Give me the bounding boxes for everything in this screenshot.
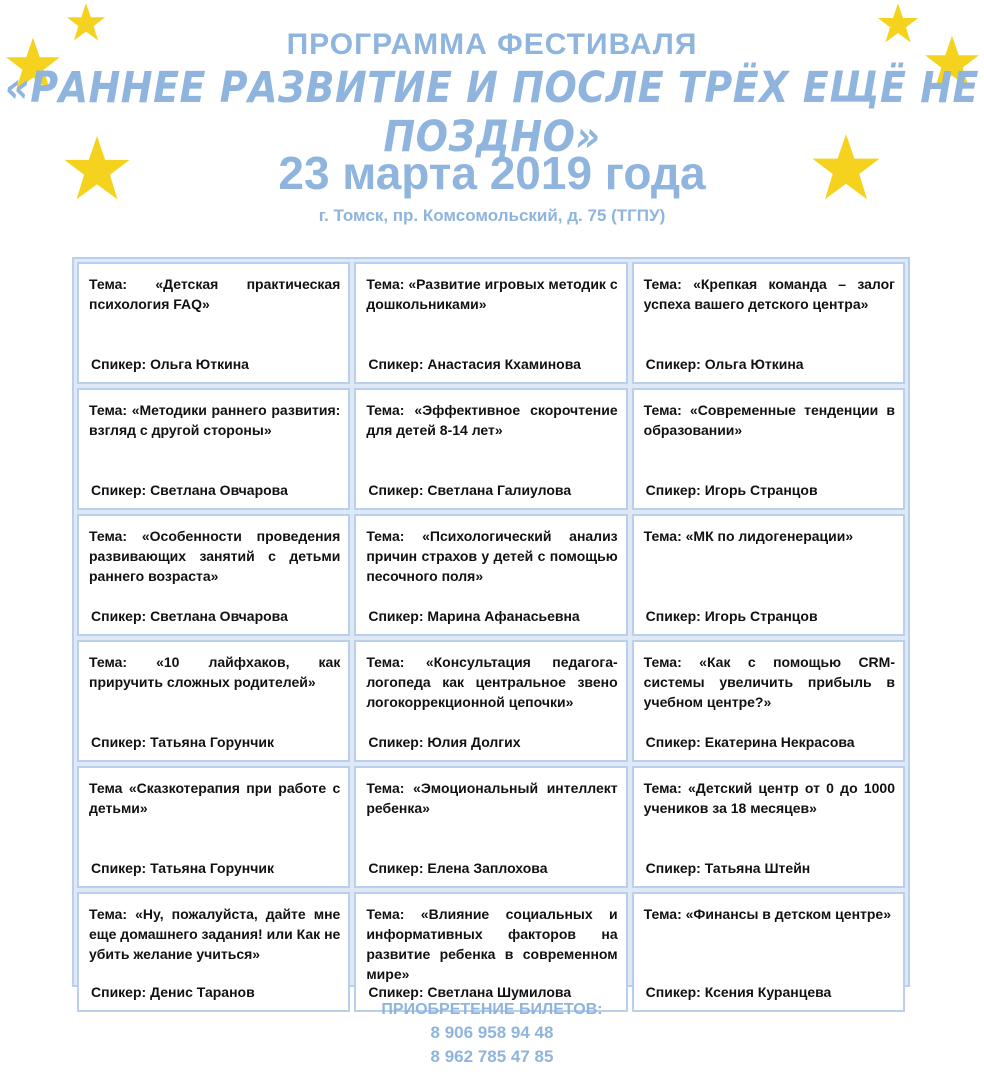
session-speaker: Спикер: Светлана Шумилова xyxy=(368,984,572,1000)
session-card xyxy=(632,388,905,510)
session-card xyxy=(77,514,350,636)
session-topic: Тема: «Влияние социальных и информативных факторов на развитие ребенка в современном мире» xyxy=(366,906,618,982)
session-speaker: Спикер: Игорь Странцов xyxy=(645,608,818,624)
festival-title: «РАННЕЕ РАЗВИТИЕ И ПОСЛЕ ТРЁХ ЕЩЁ НЕ ПОЗДНО» xyxy=(5,62,979,162)
festival-date: 23 марта 2019 года xyxy=(278,147,706,199)
session-card xyxy=(354,262,627,384)
session-topic: Тема: «Методики раннего развития: взгляд с другой стороны» xyxy=(89,402,341,438)
session-speaker: Спикер: Денис Таранов xyxy=(91,984,255,1000)
session-speaker: Спикер: Светлана Овчарова xyxy=(91,608,288,624)
session-topic: Тема: «Особенности проведения развивающих занятий с детьми раннего возраста» xyxy=(89,528,341,584)
session-topic: Тема: «Развитие игровых методик с дошкольниками» xyxy=(366,276,618,312)
session-topic: Тема: «Консультация педагога-логопеда как центральное звено логокоррекционной цепочки» xyxy=(366,654,618,710)
session-topic: Тема: «Крепкая команда – залог успеха вашего детского центра» xyxy=(643,276,895,312)
tickets-phone[interactable]: 8 906 958 94 48 xyxy=(430,1023,554,1042)
session-card xyxy=(77,640,350,762)
session-topic: Тема: «Финансы в детском центре» xyxy=(643,906,892,922)
session-speaker: Спикер: Светлана Галиулова xyxy=(368,482,572,498)
session-card xyxy=(77,262,350,384)
tickets-phone[interactable]: 8 962 785 47 85 xyxy=(430,1047,554,1066)
session-card xyxy=(77,766,350,888)
session-card xyxy=(354,388,627,510)
session-topic: Тема: «Детский центр от 0 до 1000 учеников за 18 месяцев» xyxy=(643,780,895,816)
session-card xyxy=(632,766,905,888)
session-topic: Тема: «Как с помощью CRM-системы увеличить прибыль в учебном центре?» xyxy=(643,654,895,710)
session-topic: Тема: «Ну, пожалуйста, дайте мне еще домашнего задания! или Как не убить желание учиться» xyxy=(89,906,341,962)
festival-address: г. Томск, пр. Комсомольский, д. 75 (ТГПУ) xyxy=(318,206,666,225)
session-speaker: Спикер: Светлана Овчарова xyxy=(91,482,288,498)
session-card xyxy=(354,514,627,636)
session-card xyxy=(354,892,627,1012)
program-grid xyxy=(72,257,910,1000)
session-speaker: Спикер: Татьяна Штейн xyxy=(645,860,811,876)
session-speaker: Спикер: Ольга Юткина xyxy=(91,356,249,372)
session-topic: Тема: «10 лайфхаков, как приручить сложных родителей» xyxy=(89,654,341,690)
program-heading: ПРОГРАММА ФЕСТИВАЛЯ xyxy=(286,28,698,61)
session-speaker: Спикер: Екатерина Некрасова xyxy=(645,734,855,750)
tickets-label: ПРИОБРЕТЕНИЕ БИЛЕТОВ: xyxy=(381,1001,603,1018)
session-topic: Тема: «Эффективное скорочтение для детей 8-14 лет» xyxy=(366,402,618,438)
session-speaker: Спикер: Марина Афанасьевна xyxy=(368,608,580,624)
session-card xyxy=(77,892,350,1012)
session-speaker: Спикер: Татьяна Горунчик xyxy=(91,860,274,876)
session-card xyxy=(632,892,905,1012)
session-topic: Тема: «Детская практическая психология FAQ» xyxy=(89,276,341,312)
session-topic: Тема: «Современные тенденции в образовании» xyxy=(643,402,895,438)
session-card xyxy=(354,640,627,762)
session-topic: Тема «Сказкотерапия при работе с детьми» xyxy=(89,780,341,816)
session-speaker: Спикер: Юлия Долгих xyxy=(368,734,521,750)
session-speaker: Спикер: Анастасия Кхаминова xyxy=(368,356,581,372)
session-card xyxy=(632,514,905,636)
session-speaker: Спикер: Ольга Юткина xyxy=(645,356,804,372)
session-speaker: Спикер: Ксения Куранцева xyxy=(645,984,832,1000)
session-card xyxy=(77,388,350,510)
session-card xyxy=(354,766,627,888)
session-card xyxy=(632,262,905,384)
session-topic: Тема: «МК по лидогенерации» xyxy=(643,528,854,544)
session-topic: Тема: «Психологический анализ причин страхов у детей с помощью песочного поля» xyxy=(366,528,618,584)
session-speaker: Спикер: Елена Заплохова xyxy=(368,860,548,876)
session-speaker: Спикер: Татьяна Горунчик xyxy=(91,734,274,750)
session-card xyxy=(632,640,905,762)
session-topic: Тема: «Эмоциональный интеллект ребенка» xyxy=(366,780,618,816)
session-speaker: Спикер: Игорь Странцов xyxy=(645,482,818,498)
